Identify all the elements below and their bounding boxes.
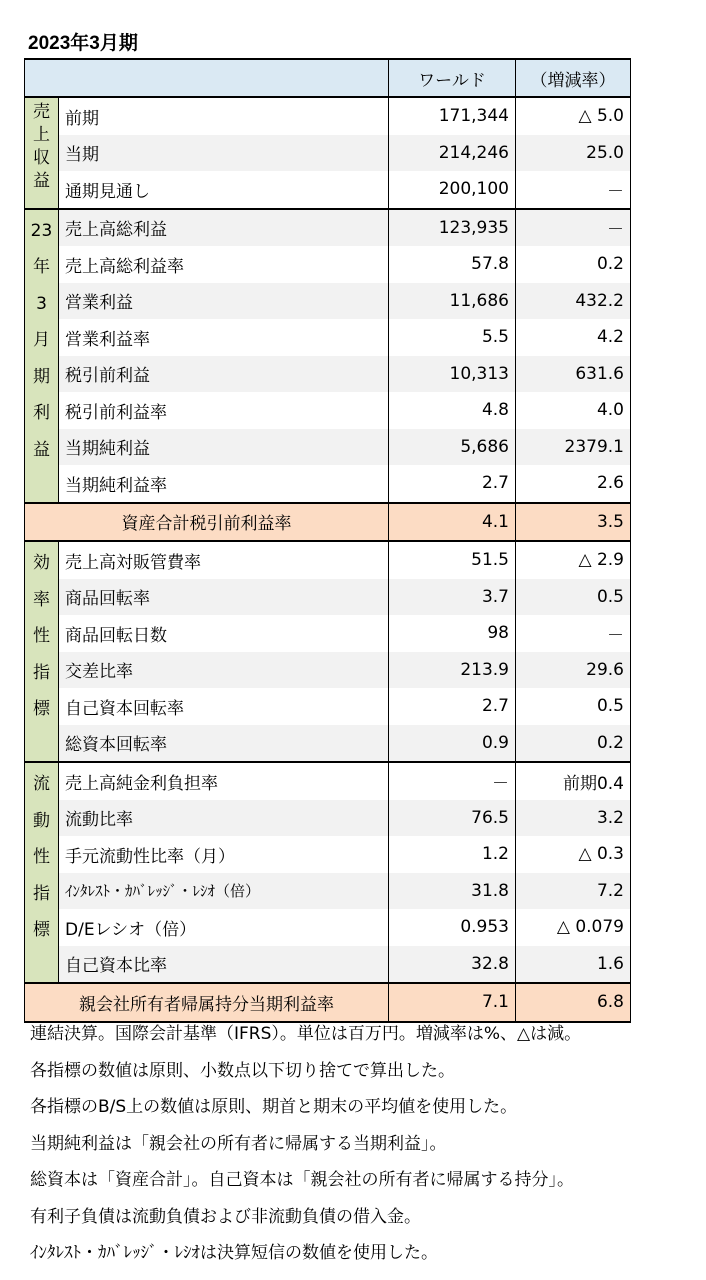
row-change: 2379.1 xyxy=(516,429,631,466)
row-change: 0.5 xyxy=(516,688,631,725)
row-change: 4.2 xyxy=(516,319,631,356)
row-label: 資産合計税引前利益率 xyxy=(25,503,389,542)
footnotes xyxy=(30,1016,581,1272)
row-value: 200,100 xyxy=(389,171,516,209)
category-char: 益 xyxy=(33,171,50,191)
financial-table xyxy=(24,58,631,1023)
category-char: 指 xyxy=(33,883,50,904)
category-char: 標 xyxy=(33,920,50,940)
row-label: 当期純利益 xyxy=(59,429,389,466)
row-label: 交差比率 xyxy=(59,652,389,689)
table-row xyxy=(25,356,631,393)
row-change: △ 2.9 xyxy=(516,541,631,579)
row-label: 総資本回転率 xyxy=(59,725,389,763)
table-row xyxy=(25,946,631,984)
table-row xyxy=(25,209,631,247)
category-char: 上 xyxy=(33,125,50,145)
row-label: 通期見通し xyxy=(59,171,389,209)
row-value: 4.1 xyxy=(389,503,516,542)
category-char: 3 xyxy=(36,293,47,314)
table-row xyxy=(25,246,631,283)
row-label: 自己資本比率 xyxy=(59,946,389,984)
row-label: 流動比率 xyxy=(59,800,389,837)
row-value: 2.7 xyxy=(389,465,516,503)
category-char: 流 xyxy=(33,774,50,794)
category-liquidity xyxy=(25,762,59,983)
footnote: 有利子負債は流動負債および非流動負債の借入金。 xyxy=(30,1206,421,1227)
row-change: 前期0.4 xyxy=(516,762,631,800)
footnote: 各指標の数値は原則、小数点以下切り捨てで算出した。 xyxy=(30,1060,455,1081)
table-row xyxy=(25,688,631,725)
row-label: ｲﾝﾀﾚｽﾄ・ｶﾊﾞﾚｯｼﾞ・ﾚｼｵ（倍） xyxy=(59,873,389,910)
row-value: 213.9 xyxy=(389,652,516,689)
category-char: 標 xyxy=(33,699,50,719)
row-value: 32.8 xyxy=(389,946,516,984)
category-profit xyxy=(25,209,59,503)
row-label: 売上高対販管費率 xyxy=(59,541,389,579)
row-change: 2.6 xyxy=(516,465,631,503)
row-change: 432.2 xyxy=(516,283,631,320)
footnote: 各指標のB/S上の数値は原則、期首と期末の平均値を使用した。 xyxy=(30,1097,518,1117)
row-change: － xyxy=(516,171,631,209)
row-label: 売上高総利益率 xyxy=(59,246,389,283)
row-change: － xyxy=(516,209,631,247)
row-value: 76.5 xyxy=(389,800,516,837)
row-value: 2.7 xyxy=(389,688,516,725)
category-char: 性 xyxy=(33,847,50,867)
category-char: 収 xyxy=(33,148,50,168)
table-row xyxy=(25,392,631,429)
header-company: ワールド xyxy=(389,59,516,97)
row-value: 1.2 xyxy=(389,836,516,873)
table-row xyxy=(25,319,631,356)
row-change: △ 0.079 xyxy=(516,909,631,946)
row-change: － xyxy=(516,615,631,652)
table-row xyxy=(25,800,631,837)
row-value: － xyxy=(389,762,516,800)
category-char: 指 xyxy=(33,662,50,683)
footnote: ｲﾝﾀﾚｽﾄ・ｶﾊﾞﾚｯｼﾞ・ﾚｼｵは決算短信の数値を使用した。 xyxy=(30,1243,438,1263)
row-value: 5.5 xyxy=(389,319,516,356)
table-row xyxy=(25,465,631,503)
table-header-row xyxy=(25,59,631,97)
table-row xyxy=(25,873,631,910)
row-change: △ 0.3 xyxy=(516,836,631,873)
category-char: 益 xyxy=(33,439,50,460)
category-char: 売 xyxy=(33,102,50,122)
row-value: 10,313 xyxy=(389,356,516,393)
table-row xyxy=(25,135,631,172)
category-char: 月 xyxy=(33,330,50,350)
table-row-highlight xyxy=(25,503,631,542)
table-row xyxy=(25,541,631,579)
category-char: 動 xyxy=(33,810,50,831)
row-change: △ 5.0 xyxy=(516,97,631,135)
table-row xyxy=(25,762,631,800)
row-change: 7.2 xyxy=(516,873,631,910)
table-row xyxy=(25,171,631,209)
row-label: 前期 xyxy=(59,97,389,135)
row-label: 自己資本回転率 xyxy=(59,688,389,725)
row-label: 税引前利益 xyxy=(59,356,389,393)
row-label: 親会社所有者帰属持分当期利益率 xyxy=(25,983,389,1022)
row-value: 3.7 xyxy=(389,579,516,616)
row-change: 29.6 xyxy=(516,652,631,689)
table-row xyxy=(25,97,631,135)
table-row xyxy=(25,909,631,946)
footnote: 当期純利益は「親会社の所有者に帰属する当期利益」。 xyxy=(30,1133,447,1154)
row-value: 5,686 xyxy=(389,429,516,466)
category-char: 23 xyxy=(30,220,53,241)
row-change: 631.6 xyxy=(516,356,631,393)
row-label: 当期純利益率 xyxy=(59,465,389,503)
table-row xyxy=(25,836,631,873)
row-label: D/Eレシオ（倍） xyxy=(59,909,389,946)
row-value: 7.1 xyxy=(389,983,516,1022)
row-value: 214,246 xyxy=(389,135,516,172)
table-row xyxy=(25,579,631,616)
row-change: 0.2 xyxy=(516,725,631,763)
row-label: 商品回転日数 xyxy=(59,615,389,652)
row-label: 商品回転率 xyxy=(59,579,389,616)
category-char: 利 xyxy=(33,403,50,423)
table-row xyxy=(25,283,631,320)
row-label: 当期 xyxy=(59,135,389,172)
row-value: 123,935 xyxy=(389,209,516,247)
category-revenue xyxy=(25,97,59,209)
row-value: 0.9 xyxy=(389,725,516,763)
category-char: 率 xyxy=(33,589,50,610)
row-change: 0.2 xyxy=(516,246,631,283)
table-row xyxy=(25,652,631,689)
row-value: 51.5 xyxy=(389,541,516,579)
footnote: 総資本は「資産合計」。自己資本は「親会社の所有者に帰属する持分」。 xyxy=(30,1170,574,1190)
row-label: 売上高総利益 xyxy=(59,209,389,247)
category-char: 期 xyxy=(33,366,50,387)
row-value: 0.953 xyxy=(389,909,516,946)
row-label: 税引前利益率 xyxy=(59,392,389,429)
table-row xyxy=(25,615,631,652)
row-label: 売上高純金利負担率 xyxy=(59,762,389,800)
row-value: 98 xyxy=(389,615,516,652)
row-change: 3.2 xyxy=(516,800,631,837)
row-change: 25.0 xyxy=(516,135,631,172)
footnote: 連結決算。国際会計基準（IFRS）。単位は百万円。増減率は%、△は減。 xyxy=(30,1024,582,1044)
table-row xyxy=(25,725,631,763)
category-char: 効 xyxy=(33,553,50,573)
row-value: 11,686 xyxy=(389,283,516,320)
header-change-rate: （増減率） xyxy=(516,59,631,97)
category-efficiency xyxy=(25,541,59,762)
row-value: 57.8 xyxy=(389,246,516,283)
row-value: 171,344 xyxy=(389,97,516,135)
row-label: 営業利益率 xyxy=(59,319,389,356)
category-char: 年 xyxy=(33,257,50,277)
row-change: 0.5 xyxy=(516,579,631,616)
row-value: 31.8 xyxy=(389,873,516,910)
table-row xyxy=(25,429,631,466)
row-label: 営業利益 xyxy=(59,283,389,320)
row-change: 3.5 xyxy=(516,503,631,542)
page-title: 2023年3月期 xyxy=(28,33,138,54)
row-change: 1.6 xyxy=(516,946,631,984)
row-value: 4.8 xyxy=(389,392,516,429)
category-char: 性 xyxy=(33,626,50,646)
row-change: 4.0 xyxy=(516,392,631,429)
row-change: 6.8 xyxy=(516,983,631,1022)
row-label: 手元流動性比率（月） xyxy=(59,836,389,873)
